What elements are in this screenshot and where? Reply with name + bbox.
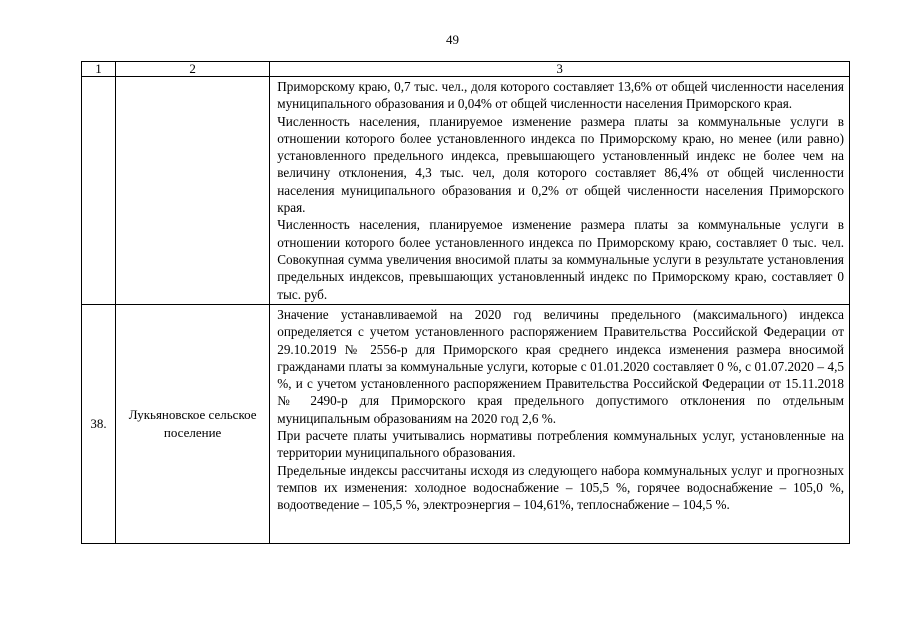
header-col-1: 1 xyxy=(82,62,116,77)
paragraph: Приморскому краю, 0,7 тыс. чел., доля которого составляет 13,6% от общей численности населения муниципального образования и 0,04% от общей численности населения Приморского края. xyxy=(277,79,844,112)
paragraph: Значение устанавливаемой на 2020 год величины предельного (максимального) индекса определяется с учетом установленного распоряжением Правительства Российской Федерации от 29.10.2019 № 2556-р для Приморского края среднего индекса изменения размера вносимой гражданами платы за коммунальные услуги, которые с 01.01.2020 составляет 0 %, с 01.07.2020 – 4,5 %, и с учетом установленного распоряжением Правительства Российской Федерации от 15.11.2018 № 2490-р для Приморского края предельного допустимого отклонения по отдельным муниципальным образованиям на 2020 год 2,6 %. xyxy=(277,307,844,426)
paragraph: При расчете платы учитывались нормативы потребления коммунальных услуг, установленные на территории муниципального образования. xyxy=(277,428,844,461)
paragraph: Численность населения, планируемое изменение размера платы за коммунальные услуги в отношении которого более установленного индекса по Приморскому краю, но менее (или равно) установленного предельного индекса, превышающего установленный индекс не более чем на величину отклонения, 4,3 тыс. чел, доля которого составляет 86,4% от общей численности населения муниципального образования и 0,2% от общей численности населения Приморского края. xyxy=(277,113,844,216)
header-col-3: 3 xyxy=(270,62,850,77)
row-number-cell xyxy=(82,77,116,305)
description-cell xyxy=(270,77,850,305)
paragraph: Численность населения, планируемое изменение размера платы за коммунальные услуги в отношении которого более установленного индекса по Приморскому краю, составляет 0 тыс. чел. Совокупная сумма увеличения вносимой платы за коммунальные услуги в результате установления предельных индексов, превышающих установленный индекс по Приморскому краю, составляет 0 тыс. руб. xyxy=(277,217,844,302)
paragraph: Предельные индексы рассчитаны исходя из следующего набора коммунальных услуг и прогнозных темпов их изменения: холодное водоснабжение – 105,5 %, горячее водоснабжение – 105,0 %, водоотведение – 105,5 %, электроэнергия – 104,61%, теплоснабжение – 104,5 %. xyxy=(277,462,844,513)
document-table xyxy=(81,61,850,544)
page-number: 49 xyxy=(446,32,459,47)
table-row xyxy=(82,305,850,544)
row-number-cell: 38. xyxy=(82,305,116,544)
header-col-2: 2 xyxy=(116,62,270,77)
table-header-row xyxy=(82,62,850,77)
table-row xyxy=(82,77,850,305)
municipality-name-cell: Лукьяновское сельское поселение xyxy=(116,305,270,544)
description-cell xyxy=(270,305,850,544)
municipality-name-cell xyxy=(116,77,270,305)
